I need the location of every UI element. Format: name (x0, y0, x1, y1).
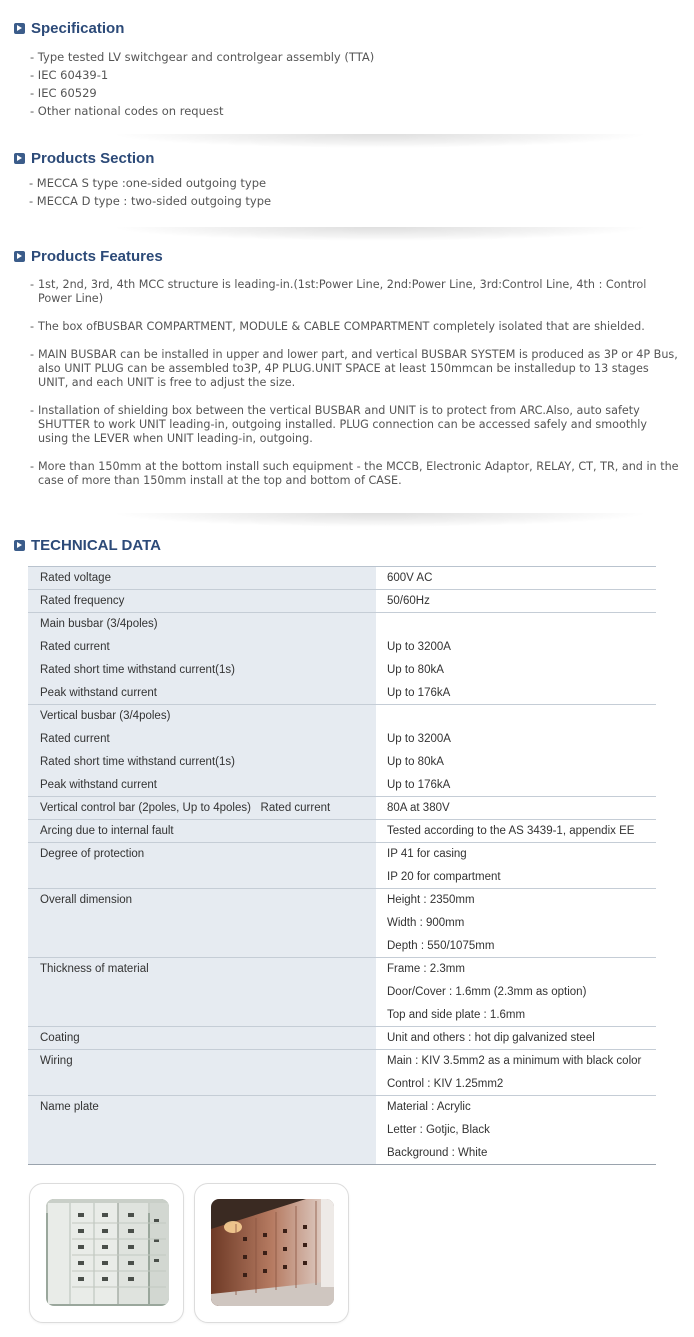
feature-text: Installation of shielding box between the vertical BUSBAR and UNIT is to protect from ARC.Also, auto safety SHUTTER to work UNIT leading-in, outgoing installed. PLUG connection can be accessed safely and smoothly using the LEVER when UNIT leading-in, outgoing. (38, 404, 648, 445)
feature-item: - MAIN BUSBAR can be installed in upper and lower part, and vertical BUSBAR SYSTEM is produced as 3P or 4P Bus, also UNIT PLUG can be assembled to3P, 4P PLUG.UNIT SPACE at least 150mmcan be installedup to 13 stages UNIT, and each UNIT is free to adjust the size. (30, 348, 680, 390)
row-value: Depth : 550/1075mm (376, 935, 656, 958)
row-label: Vertical busbar (3/4poles) (28, 705, 376, 728)
section-title: TECHNICAL DATA (31, 536, 161, 554)
arrow-bullet-icon (14, 23, 25, 34)
section-divider (110, 134, 650, 148)
row-label (28, 1142, 376, 1165)
list-item: - Other national codes on request (30, 104, 224, 118)
row-label: Rated current (28, 728, 376, 751)
list-item: - MECCA D type : two-sided outgoing type (29, 194, 272, 208)
product-photo-card[interactable] (29, 1183, 184, 1323)
row-label: Rated short time withstand current(1s) (28, 751, 376, 774)
row-label: Rated frequency (28, 590, 376, 613)
row-value: Up to 3200A (376, 728, 656, 751)
table-row (28, 567, 656, 590)
table-row (28, 797, 656, 820)
row-label: Arcing due to internal fault (28, 820, 376, 843)
table-row (28, 935, 656, 958)
feature-text: 1st, 2nd, 3rd, 4th MCC structure is leading-in.(1st:Power Line, 2nd:Power Line, 3rd:Control Line, 4th : Control Power Line) (38, 278, 647, 305)
feature-text: More than 150mm at the bottom install such equipment - the MCCB, Electronic Adaptor, RELAY, CT, TR, and in the case of more than 150mm install at the top and bottom of CASE. (38, 460, 679, 487)
table-row (28, 613, 656, 636)
specification-list (30, 48, 374, 120)
row-value: 600V AC (376, 567, 656, 590)
row-value: Unit and others : hot dip galvanized steel (376, 1027, 656, 1050)
specification-heading (14, 17, 124, 39)
row-label: Peak withstand current (28, 682, 376, 705)
switchgear-photo-lineup (211, 1199, 334, 1306)
feature-text: MAIN BUSBAR can be installed in upper and lower part, and vertical BUSBAR SYSTEM is produced as 3P or 4P Bus, also UNIT PLUG can be assembled to3P, 4P PLUG.UNIT SPACE at least 150mmcan be installedup to 13 stages UNIT, and each UNIT is free to adjust the size. (38, 348, 678, 389)
row-label: Thickness of material (28, 958, 376, 981)
table-row (28, 590, 656, 613)
row-value: Height : 2350mm (376, 889, 656, 912)
row-value: Control : KIV 1.25mm2 (376, 1073, 656, 1096)
table-row (28, 1050, 656, 1073)
row-value: Width : 900mm (376, 912, 656, 935)
row-value: Up to 80kA (376, 659, 656, 682)
table-row (28, 659, 656, 682)
row-label: Rated current (28, 636, 376, 659)
feature-item: - Installation of shielding box between the vertical BUSBAR and UNIT is to protect from ARC.Also, auto safety SHUTTER to work UNIT leading-in, outgoing installed. PLUG connection can be accessed safely and smoothly using the LEVER when UNIT leading-in, outgoing. (30, 404, 680, 446)
row-value (376, 613, 656, 636)
feature-item: - More than 150mm at the bottom install such equipment - the MCCB, Electronic Adaptor, RELAY, CT, TR, and in the case of more than 150mm install at the top and bottom of CASE. (30, 460, 679, 487)
row-label: Vertical control bar (2poles, Up to 4poles) Rated current (28, 797, 376, 820)
row-value: Door/Cover : 1.6mm (2.3mm as option) (376, 981, 656, 1004)
table-row (28, 682, 656, 705)
row-label (28, 1004, 376, 1027)
row-label (28, 1119, 376, 1142)
row-value: Main : KIV 3.5mm2 as a minimum with black color (376, 1050, 656, 1073)
row-label (28, 1073, 376, 1096)
arrow-bullet-icon (14, 540, 25, 551)
table-row (28, 1004, 656, 1027)
section-divider (110, 513, 650, 527)
table-row (28, 912, 656, 935)
row-label (28, 981, 376, 1004)
switchgear-photo-white (46, 1199, 169, 1306)
row-label (28, 935, 376, 958)
product-photo-card[interactable] (194, 1183, 349, 1323)
row-label (28, 866, 376, 889)
list-item: - Type tested LV switchgear and controlgear assembly (TTA) (30, 50, 375, 64)
products-section-list (29, 174, 271, 210)
section-divider (110, 227, 650, 241)
row-value: Up to 3200A (376, 636, 656, 659)
row-label: Main busbar (3/4poles) (28, 613, 376, 636)
row-label: Name plate (28, 1096, 376, 1119)
row-value: 50/60Hz (376, 590, 656, 613)
technical-data-heading (14, 534, 161, 556)
row-value: Up to 176kA (376, 774, 656, 797)
products-section-heading (14, 147, 154, 169)
section-title: Products Section (31, 149, 155, 167)
table-row (28, 981, 656, 1004)
table-row (28, 1142, 656, 1165)
table-row (28, 636, 656, 659)
table-row (28, 1096, 656, 1119)
row-label: Peak withstand current (28, 774, 376, 797)
table-row (28, 705, 656, 728)
table-row (28, 889, 656, 912)
technical-data-table (28, 566, 656, 1165)
row-value: 80A at 380V (376, 797, 656, 820)
section-title: Specification (31, 19, 125, 37)
list-item: - IEC 60439-1 (30, 68, 109, 82)
feature-text: The box ofBUSBAR COMPARTMENT, MODULE & CABLE COMPARTMENT completely isolated that are shielded. (38, 320, 645, 333)
table-row (28, 820, 656, 843)
arrow-bullet-icon (14, 153, 25, 164)
feature-item: - The box ofBUSBAR COMPARTMENT, MODULE & CABLE COMPARTMENT completely isolated that are shielded. (30, 320, 680, 334)
row-label: Rated voltage (28, 567, 376, 590)
row-value: Up to 176kA (376, 682, 656, 705)
row-value: Up to 80kA (376, 751, 656, 774)
row-value: Frame : 2.3mm (376, 958, 656, 981)
row-label: Wiring (28, 1050, 376, 1073)
feature-item: - 1st, 2nd, 3rd, 4th MCC structure is leading-in.(1st:Power Line, 2nd:Power Line, 3rd:Control Line, 4th : Control Power Line) (30, 278, 680, 306)
table-row (28, 1119, 656, 1142)
table-row (28, 843, 656, 866)
table-row (28, 958, 656, 981)
row-label (28, 912, 376, 935)
row-value: Background : White (376, 1142, 656, 1165)
table-row (28, 866, 656, 889)
table-row (28, 1073, 656, 1096)
row-value: IP 41 for casing (376, 843, 656, 866)
products-features-heading (14, 245, 163, 267)
row-value: Tested according to the AS 3439-1, appendix EE (376, 820, 656, 843)
row-value: Material : Acrylic (376, 1096, 656, 1119)
table-row (28, 728, 656, 751)
row-value: Top and side plate : 1.6mm (376, 1004, 656, 1027)
section-title: Products Features (31, 247, 163, 265)
row-label: Degree of protection (28, 843, 376, 866)
list-item: - MECCA S type :one-sided outgoing type (29, 176, 267, 190)
table-row (28, 1027, 656, 1050)
row-value (376, 705, 656, 728)
row-label: Coating (28, 1027, 376, 1050)
arrow-bullet-icon (14, 251, 25, 262)
row-label: Rated short time withstand current(1s) (28, 659, 376, 682)
row-label: Overall dimension (28, 889, 376, 912)
row-value: IP 20 for compartment (376, 866, 656, 889)
table-row (28, 751, 656, 774)
table-row (28, 774, 656, 797)
row-value: Letter : Gotjic, Black (376, 1119, 656, 1142)
list-item: - IEC 60529 (30, 86, 97, 100)
